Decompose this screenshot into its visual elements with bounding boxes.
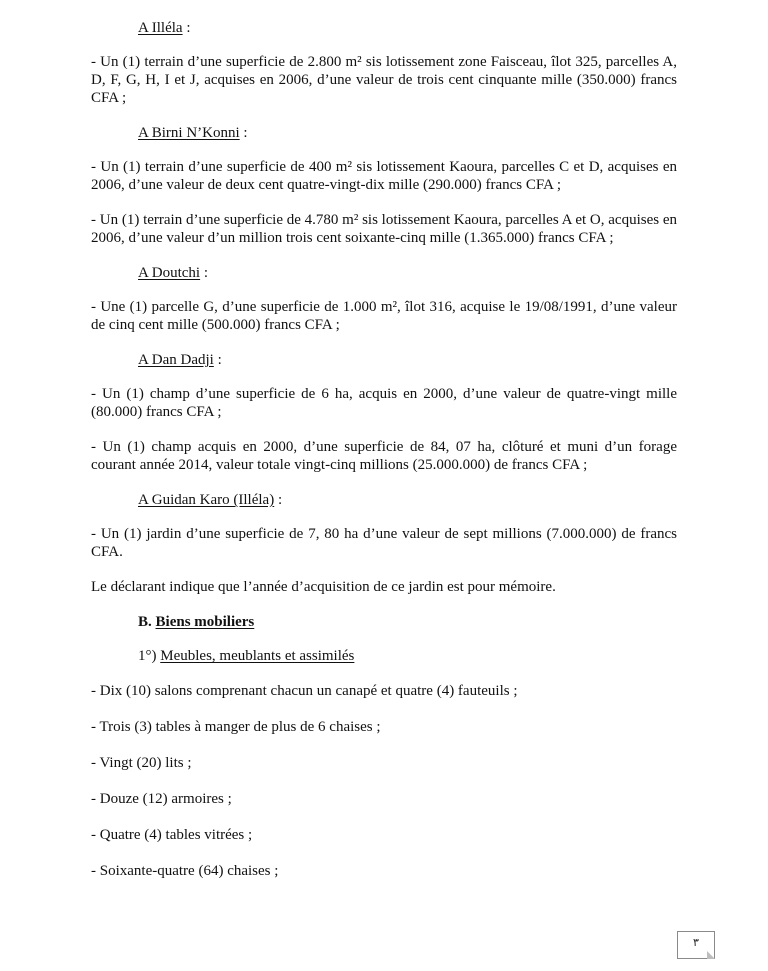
location-heading-label: A Illéla [138, 20, 183, 36]
declarant-note: Le déclarant indique que l’année d’acquisition de ce jardin est pour mémoire. [91, 579, 556, 595]
property-entry: - Une (1) parcelle G, d’une superficie de 1.000 m², îlot 316, acquise le 19/08/1991, d’une valeur de cinq cent mille (500.000) francs CFA ; [91, 299, 677, 333]
page-corner-fold-icon [707, 951, 715, 959]
location-heading-suffix: : [182, 20, 191, 36]
property-entry: - Un (1) terrain d’une superficie de 4.780 m² sis lotissement Kaoura, parcelles A et O, acquises en 2006, d’une valeur d’un million trois cent soixante-cinq mille (1.365.000) francs CFA ; [91, 212, 677, 246]
section-title-biens-mobiliers [91, 613, 677, 631]
location-heading-label: A Doutchi [138, 265, 201, 281]
page-number-box [677, 931, 715, 959]
subsection-label: Meubles, meublants et assimilés [160, 648, 355, 664]
property-entry: - Un (1) jardin d’une superficie de 7, 80 ha d’une valeur de sept millions (7.000.000) de francs CFA. [91, 526, 677, 560]
page-number: ٣ [693, 936, 699, 949]
location-heading-birni-nkonni [91, 124, 677, 142]
furniture-item: - Dix (10) salons comprenant chacun un canapé et quatre (4) fauteuils ; [91, 683, 518, 699]
section-label: Biens mobiliers [155, 614, 255, 630]
location-heading-label: A Guidan Karo (Illéla) [138, 492, 275, 508]
location-heading-suffix: : [200, 265, 209, 281]
furniture-item: - Quatre (4) tables vitrées ; [91, 827, 253, 843]
section-number: B. [138, 614, 156, 630]
subsection-number: 1°) [138, 648, 161, 664]
furniture-item: - Vingt (20) lits ; [91, 755, 192, 771]
property-entry: - Un (1) terrain d’une superficie de 400 m² sis lotissement Kaoura, parcelles C et D, acquises en 2006, d’une valeur de deux cent quatre-vingt-dix mille (290.000) francs CFA ; [91, 159, 677, 193]
location-heading-doutchi [91, 264, 677, 282]
document-page [91, 19, 677, 898]
location-heading-suffix: : [213, 352, 222, 368]
property-entry: - Un (1) champ acquis en 2000, d’une superficie de 84, 07 ha, clôturé et muni d’un forage courant année 2014, valeur totale vingt-cinq millions (25.000.000) de francs CFA ; [91, 439, 677, 473]
location-heading-suffix: : [239, 125, 248, 141]
property-entry: - Un (1) terrain d’une superficie de 2.800 m² sis lotissement zone Faisceau, îlot 325, parcelles A, D, F, G, H, I et J, acquises en 2006, d’une valeur de trois cent cinquante mille (350.000) francs CFA ; [91, 54, 677, 106]
property-entry: - Un (1) champ d’une superficie de 6 ha, acquis en 2000, d’une valeur de quatre-vingt mille (80.000) francs CFA ; [91, 386, 677, 420]
location-heading-dan-dadji [91, 351, 677, 369]
location-heading-suffix: : [274, 492, 283, 508]
furniture-item: - Douze (12) armoires ; [91, 791, 232, 807]
location-heading-guidan-karo [91, 491, 677, 509]
location-heading-illela [91, 19, 677, 37]
furniture-item: - Trois (3) tables à manger de plus de 6 chaises ; [91, 719, 381, 735]
subsection-title-meubles [91, 647, 677, 665]
location-heading-label: A Birni N’Konni [138, 125, 240, 141]
furniture-item: - Soixante-quatre (64) chaises ; [91, 863, 279, 879]
location-heading-label: A Dan Dadji [138, 352, 214, 368]
